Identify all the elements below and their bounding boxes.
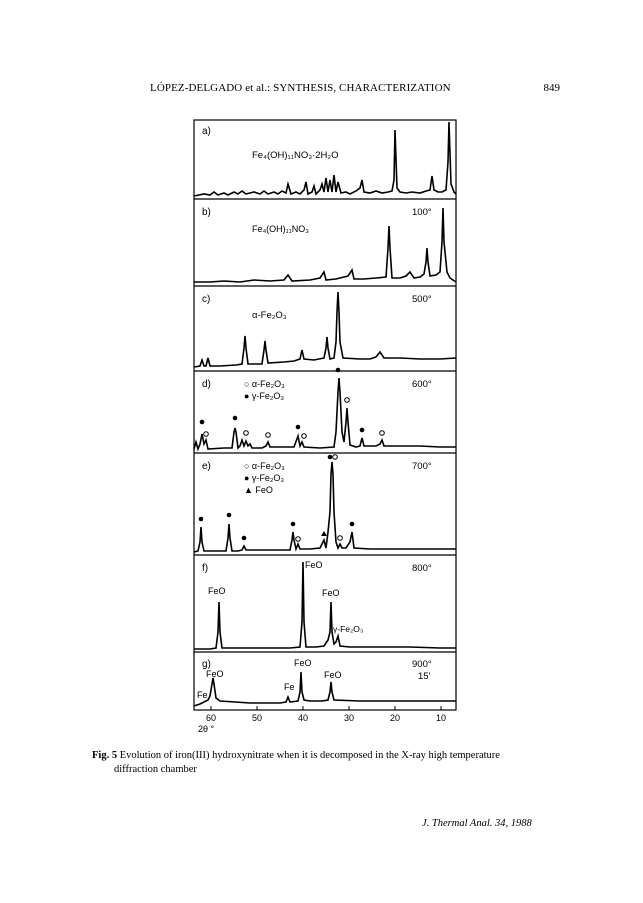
panel-e-legend-alpha: ○ α-Fe₂O₃ <box>244 461 285 471</box>
alpha-marker <box>333 455 338 460</box>
panel-g-fe-mid: Fe <box>284 682 295 692</box>
panel-a-letter: a) <box>202 126 211 137</box>
diffractogram-b <box>194 208 456 282</box>
gamma-marker <box>242 536 247 541</box>
x-tick-label: 40 <box>297 713 309 723</box>
panel-g-temperature: 900° <box>412 659 432 670</box>
alpha-marker <box>302 434 307 439</box>
gamma-marker <box>350 522 355 527</box>
panel-d-legend-gamma: ● γ-Fe₂O₃ <box>244 391 285 401</box>
panel-g-feo-right: FeO <box>324 670 342 680</box>
alpha-marker <box>204 432 209 437</box>
alpha-marker <box>266 433 271 438</box>
gamma-marker <box>360 428 365 433</box>
panel-e-temperature: 700° <box>412 461 432 472</box>
figure-caption <box>92 749 562 777</box>
panel-b-compound: Fe₄(OH)₁₁NO₃ <box>252 224 309 234</box>
panel-c-compound: α-Fe₂O₃ <box>252 310 287 321</box>
gamma-marker <box>336 368 341 373</box>
diffractogram-e <box>194 462 456 552</box>
caption-label: Fig. 5 <box>92 750 118 761</box>
panel-g-letter: g) <box>202 659 211 670</box>
alpha-marker <box>296 537 301 542</box>
panel-g-time: 15' <box>418 671 431 682</box>
alpha-marker <box>338 536 343 541</box>
gamma-marker <box>199 517 204 522</box>
panel-b-temperature: 100° <box>412 207 432 218</box>
alpha-marker <box>380 431 385 436</box>
gamma-marker <box>233 416 238 421</box>
panel-d-letter: d) <box>202 379 211 390</box>
journal-footer: J. Thermal Anal. 34, 1988 <box>422 818 532 829</box>
panel-c-temperature: 500° <box>412 294 432 305</box>
panel-e-legend-feo: ▲ FeO <box>244 485 273 495</box>
xrd-figure <box>180 112 470 732</box>
panel-f-feo-main: FeO <box>305 560 323 570</box>
alpha-marker <box>345 398 350 403</box>
diffractogram-f <box>194 562 456 649</box>
panel-d-temperature: 600° <box>412 379 432 390</box>
feo-marker <box>321 531 327 536</box>
x-tick-label: 30 <box>343 713 355 723</box>
panel-b-letter: b) <box>202 207 211 218</box>
caption-line-2: diffraction chamber <box>114 764 197 775</box>
xrd-panels-svg <box>180 112 470 732</box>
gamma-marker <box>328 455 333 460</box>
gamma-marker <box>227 513 232 518</box>
panel-f-temperature: 800° <box>412 563 432 574</box>
peak-markers <box>199 368 385 542</box>
panel-c-letter: c) <box>202 294 211 305</box>
gamma-marker <box>296 425 301 430</box>
x-tick-label: 20 <box>389 713 401 723</box>
running-title: LÓPEZ-DELGADO et al.: SYNTHESIS, CHARACTERIZATION <box>150 82 451 94</box>
panel-a-compound: Fe₄(OH)₁₁NO₃·2H₂O <box>252 150 339 161</box>
panel-g-feo-left: FeO <box>206 669 224 679</box>
panel-e-legend-gamma: ● γ-Fe₂O₃ <box>244 473 285 483</box>
panel-e-letter: e) <box>202 461 211 472</box>
x-tick-label: 50 <box>251 713 263 723</box>
gamma-marker <box>200 420 205 425</box>
x-axis-label: 2θ ° <box>198 724 215 732</box>
x-tick-label: 10 <box>435 713 447 723</box>
panel-f-gamma-label: γ-Fe₂O₃ <box>333 624 364 634</box>
panel-f-feo-left: FeO <box>208 586 226 596</box>
alpha-marker <box>244 431 249 436</box>
panel-f-feo-right: FeO <box>322 588 340 598</box>
page-number: 849 <box>543 82 560 94</box>
panel-f-letter: f) <box>202 563 209 574</box>
panel-d-legend-alpha: ○ α-Fe₂O₃ <box>244 379 285 389</box>
x-tick-label: 60 <box>205 713 217 723</box>
caption-line-1: Evolution of iron(III) hydroxynitrate when it is decomposed in the X-ray high temperature <box>119 750 500 761</box>
gamma-marker <box>291 522 296 527</box>
panel-g-fe-left: Fe <box>197 690 208 700</box>
panel-g-feo-main: FeO <box>294 658 312 668</box>
